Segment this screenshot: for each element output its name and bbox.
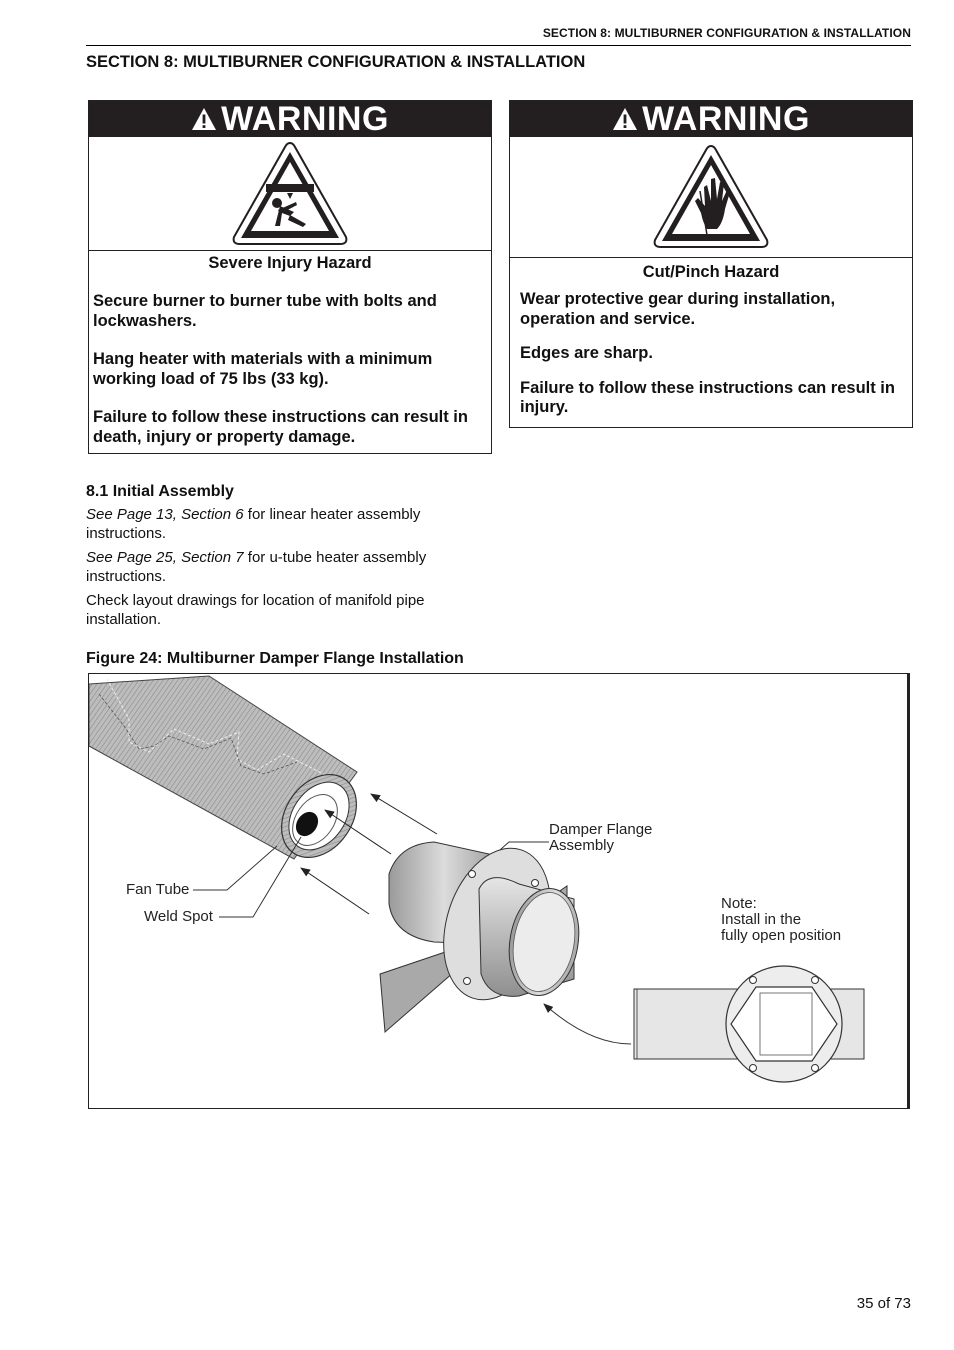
pictogram-area [89,137,491,251]
warning-banner-text: WARNING [642,99,810,138]
hazard-title: Cut/Pinch Hazard [642,263,780,281]
warning-text-failure: Failure to follow these instructions can result in death, injury or property damage. [93,408,468,446]
warning-text-bolts: Secure burner to burner tube with bolts and lockwashers. [93,292,437,330]
page-reference: See Page 25, Section 7 [86,549,244,566]
insertion-arrow [301,868,369,914]
insertion-arrow [371,794,437,834]
damper-flange-assembly-drawing [380,834,587,1032]
crush-hazard-icon [230,140,350,248]
cut-hand-hazard-icon [651,143,771,251]
open-position-detail-drawing [634,966,864,1082]
detail-arrow [544,1004,631,1044]
figure-caption: Figure 24: Multiburner Damper Flange Installation [86,650,464,667]
damper-flange-label: Damper Flange Assembly [549,821,653,854]
page-reference: See Page 13, Section 6 [86,506,244,523]
running-header: SECTION 8: MULTIBURNER CONFIGURATION & INSTALLATION [542,26,911,40]
section-8-1 [86,482,466,634]
instruction-text: for u-tube heater assembly instructions. [86,549,427,585]
warning-box-cut-pinch [509,100,913,428]
fan-tube-leader [193,846,277,890]
warning-box-severe-injury [88,100,492,454]
figure-damper-flange [88,673,910,1109]
page-number: 35 of 73 [856,1295,911,1312]
weld-spot-label: Weld Spot [144,908,213,925]
hazard-title: Severe Injury Hazard [208,254,372,272]
fan-tube-drawing [89,676,372,872]
warning-text-protective-gear: Wear protective gear during installation, operation and service. [520,290,836,328]
instruction-u-tube [86,548,466,586]
warning-text-sharp-edges: Edges are sharp. [520,344,653,362]
section-title: SECTION 8: MULTIBURNER CONFIGURATION & INSTALLATION [86,53,586,71]
instruction-text: for linear heater assembly instructions. [86,506,421,542]
fan-tube-label: Fan Tube [126,881,190,898]
header-rule [86,45,911,46]
pictogram-area [510,137,912,258]
instruction-text: Check layout drawings for location of manifold pipe installation. [86,592,425,628]
subsection-heading: 8.1 Initial Assembly [86,483,234,500]
install-note: Note: Install in the fully open position [721,895,842,944]
warning-banner-text: WARNING [221,99,389,138]
damper-flange-illustration [89,674,910,1109]
instruction-linear [86,505,466,543]
instruction-layout [86,591,466,629]
alert-triangle-icon [191,107,217,131]
warning-banner [89,101,491,137]
warning-text-failure: Failure to follow these instructions can result in injury. [520,378,895,416]
warning-banner [510,101,912,137]
alert-triangle-icon [612,107,638,131]
warning-text-hang-load: Hang heater with materials with a minimum working load of 75 lbs (33 kg). [93,350,433,388]
